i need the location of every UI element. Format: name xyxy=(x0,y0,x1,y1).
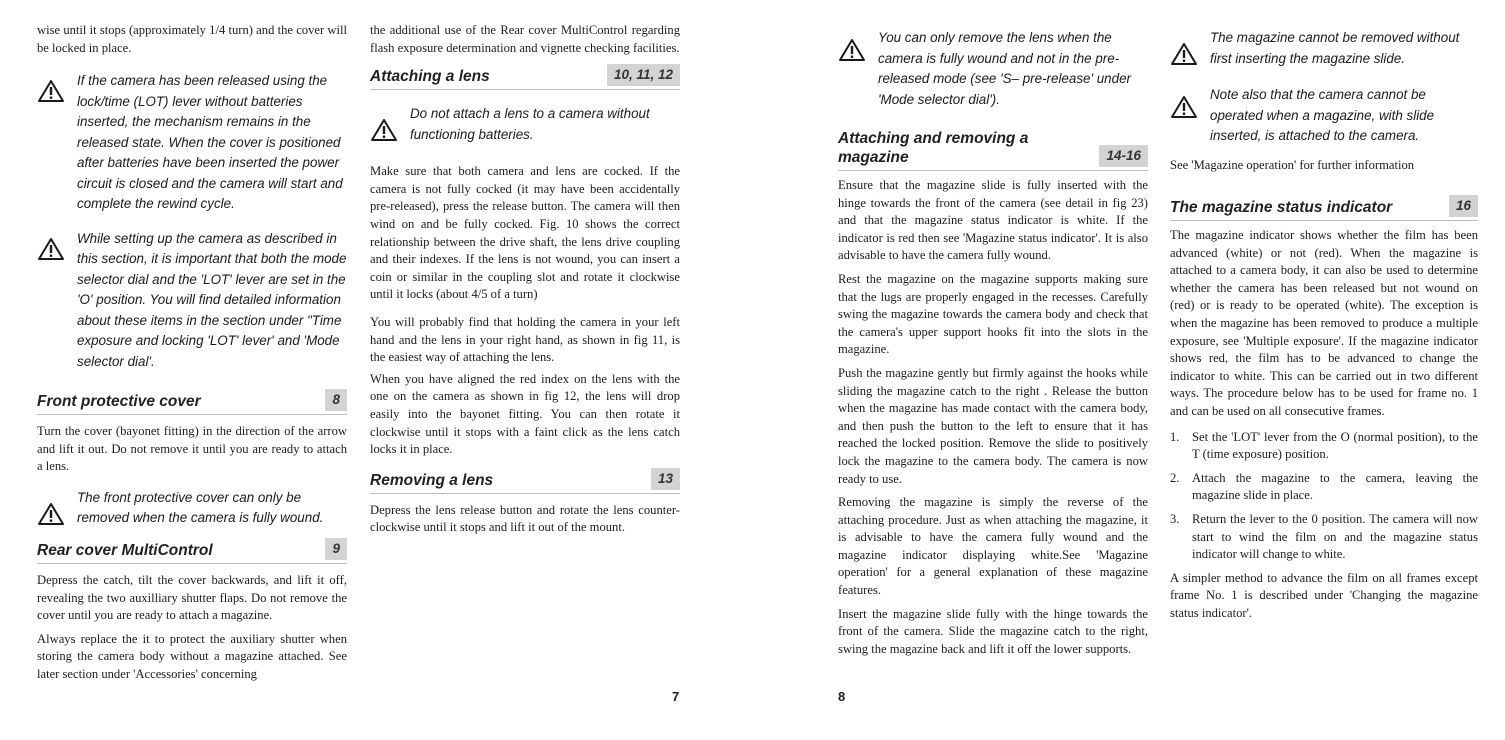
section-heading xyxy=(370,61,680,90)
warning-note xyxy=(1170,85,1478,147)
section-heading xyxy=(37,386,347,415)
paragraph: Always replace the it to protect the auxiliary shutter when storing the camera body without a magazine attached. See later section under 'Accessories' concerning xyxy=(37,631,347,681)
section-title: Removing a lens xyxy=(370,471,494,489)
list-text: Set the 'LOT' lever from the O (normal position), to the T (time exposure) position. xyxy=(1192,429,1478,462)
warning-icon xyxy=(37,79,65,104)
paragraph: Push the magazine gently but firmly against the hooks while sliding the magazine catch to the right . Release the button when the magazine has made contact with the camera body, and then push the button to the left to ensure that it has reached the locked position. Remove the slide to positively lock the magazine to the camera body. The camera is now ready to use. xyxy=(838,365,1148,486)
figure-badge: 16 xyxy=(1449,195,1478,217)
section-heading xyxy=(1170,192,1478,221)
list-number: 1. xyxy=(1170,429,1180,444)
paragraph: The magazine indicator shows whether the film has been advanced (white) or not (red). When the magazine is attached to a camera body, it can also be used to determine whether the camera has been released but not wound on (red) or is ready to be operated (white). The exception is when the magazine has been removed to produce a multiple exposure, see 'Multiple exposure'. If the magazine indicator shows red, the film has to be advanced to change the indicator to white. This can be carried out in two different ways. The procedure below has to be used for frame no. 1 and can be used on all consecutive frames. xyxy=(1170,228,1478,419)
warning-icon xyxy=(1170,95,1198,120)
warning-text: While setting up the camera as described in this section, it is important that both the mode selector dial and the 'LOT' lever are set in the 'O' position. You will find detailed information about these items in the section under "Time exposure and locking 'LOT' lever' and 'Mode selector dial'. xyxy=(77,230,347,369)
paragraph: Make sure that both camera and lens are cocked. If the camera is not fully cocked (it may have been accidentally pre-released), press the release button. The camera will then wind on and be fully cocked. Fig. 10 shows the correct relationship between the drive shaft, the lens drive coupling and their indexes. If the lens is not wound, you can insert a coin or similar in the coupling slot and rotate it clockwise until it locks (about 4/5 of a turn) xyxy=(370,164,680,302)
section-title: Attaching and removing a magazine xyxy=(838,130,1029,166)
page-number: 7 xyxy=(672,689,680,704)
paragraph: wise until it stops (approximately 1/4 turn) and the cover will be locked in place. xyxy=(37,23,347,55)
list-item xyxy=(1170,470,1478,505)
warning-note xyxy=(37,488,347,529)
figure-badge: 9 xyxy=(325,538,347,560)
warning-icon xyxy=(370,118,398,143)
list-text: Return the lever to the 0 position. The camera will now start to wind the film on and the magazine status indicator will change to white. xyxy=(1192,512,1478,562)
paragraph: Depress the catch, tilt the cover backwards, and lift it off, revealing the two auxilliary shutter flaps. Do not remove the cover until you are ready to attach a magazine. xyxy=(37,572,347,623)
section-title: Rear cover MultiControl xyxy=(37,541,213,559)
warning-icon xyxy=(838,38,866,63)
section-heading xyxy=(370,465,680,494)
warning-note xyxy=(37,71,347,215)
warning-text: If the camera has been released using the lock/time (LOT) lever without batteries inserted, the mechanism remains in the released state. When the cover is positioned after batteries have been inserted the power circuit is closed and the camera will start and complete the rewind cycle. xyxy=(77,73,343,212)
warning-note xyxy=(838,28,1148,110)
section-title: Front protective cover xyxy=(37,393,201,411)
figure-badge: 13 xyxy=(651,468,680,490)
warning-text: The magazine cannot be removed without first inserting the magazine slide. xyxy=(1210,30,1460,66)
paragraph: A simpler method to advance the film on all frames except frame No. 1 is described under 'Changing the magazine status indicator'. xyxy=(1170,570,1478,620)
section-heading xyxy=(838,122,1148,171)
section-title: The magazine status indicator xyxy=(1170,199,1393,217)
page-number: 8 xyxy=(838,689,846,704)
list-number: 3. xyxy=(1170,512,1180,526)
page8-column-left xyxy=(838,0,1148,658)
warning-text: The front protective cover can only be removed when the camera is fully wound. xyxy=(77,489,324,526)
warning-note xyxy=(1170,28,1478,69)
paragraph: Ensure that the magazine slide is fully inserted with the hinge towards the front of the camera (see detail in fig 23) and that the magazine status indicator is white. If the indicator is red then see 'Magazine status indicator'. It is also advisable to have the camera fully wound. xyxy=(838,178,1148,263)
paragraph: When you have aligned the red index on the lens with the one on the camera as shown in fig 12, the lens will drop easily into the bayonet fitting. You can then rotate it clockwise until it stops with a faint click as the lens catch locks it in place. xyxy=(370,371,680,457)
list-item xyxy=(1170,429,1478,464)
list-number: 2. xyxy=(1170,470,1180,485)
page8-column-right xyxy=(1170,0,1478,623)
paragraph: Depress the lens release button and rotate the lens counter-clockwise until it stops and lift it out of the mount. xyxy=(370,502,680,535)
page7-column-left xyxy=(37,0,347,684)
list-item xyxy=(1170,511,1478,564)
list-text: Attach the magazine to the camera, leaving the magazine slide in place. xyxy=(1192,470,1478,503)
paragraph: See 'Magazine operation' for further information xyxy=(1170,157,1415,172)
paragraph: Rest the magazine on the magazine supports making sure that the lugs are properly engaged in the recesses. Carefully swing the magazine towards the camera body and check that the camera's upper support hooks fit into the slots in the magazine. xyxy=(838,271,1148,357)
paragraph: the additional use of the Rear cover MultiControl regarding flash exposure determination and vignette checking facilities. xyxy=(370,23,680,55)
section-heading xyxy=(37,535,347,564)
paragraph: Insert the magazine slide fully with the hinge towards the front of the camera. Slide the magazine catch to the right, swing the magazine back and lift it off the lower supports. xyxy=(838,606,1148,656)
warning-note xyxy=(37,229,347,373)
warning-text: You can only remove the lens when the camera is fully wound and not in the pre-released mode (see 'S– pre-release' under 'Mode selector dial'). xyxy=(878,30,1131,107)
figure-badge: 10, 11, 12 xyxy=(607,64,680,86)
warning-icon xyxy=(37,502,65,527)
figure-badge: 8 xyxy=(325,389,347,411)
figure-badge: 14-16 xyxy=(1099,145,1148,167)
warning-text: Note also that the camera cannot be operated when a magazine, with slide inserted, is attached to the camera. xyxy=(1210,87,1435,143)
numbered-list xyxy=(1170,429,1478,564)
warning-text: Do not attach a lens to a camera without functioning batteries. xyxy=(410,106,650,142)
section-title: Attaching a lens xyxy=(370,68,490,86)
paragraph: Removing the magazine is simply the reverse of the attaching procedure. Just as when attaching the magazine, it is advisable to have the camera fully wound and the magazine indicator displaying white.See 'Magazine operation' for a general explanation of these magazine features. xyxy=(838,495,1148,598)
warning-icon xyxy=(37,237,65,262)
paragraph: Turn the cover (bayonet fitting) in the direction of the arrow and lift it out. Do not remove it until you are ready to attach a lens. xyxy=(37,424,347,474)
paragraph: You will probably find that holding the camera in your left hand and the lens in your right hand, as shown in fig 11, is the easiest way of attaching the lens. xyxy=(370,314,680,365)
warning-icon xyxy=(1170,42,1198,67)
page7-column-right xyxy=(370,0,680,537)
warning-note xyxy=(370,104,680,145)
